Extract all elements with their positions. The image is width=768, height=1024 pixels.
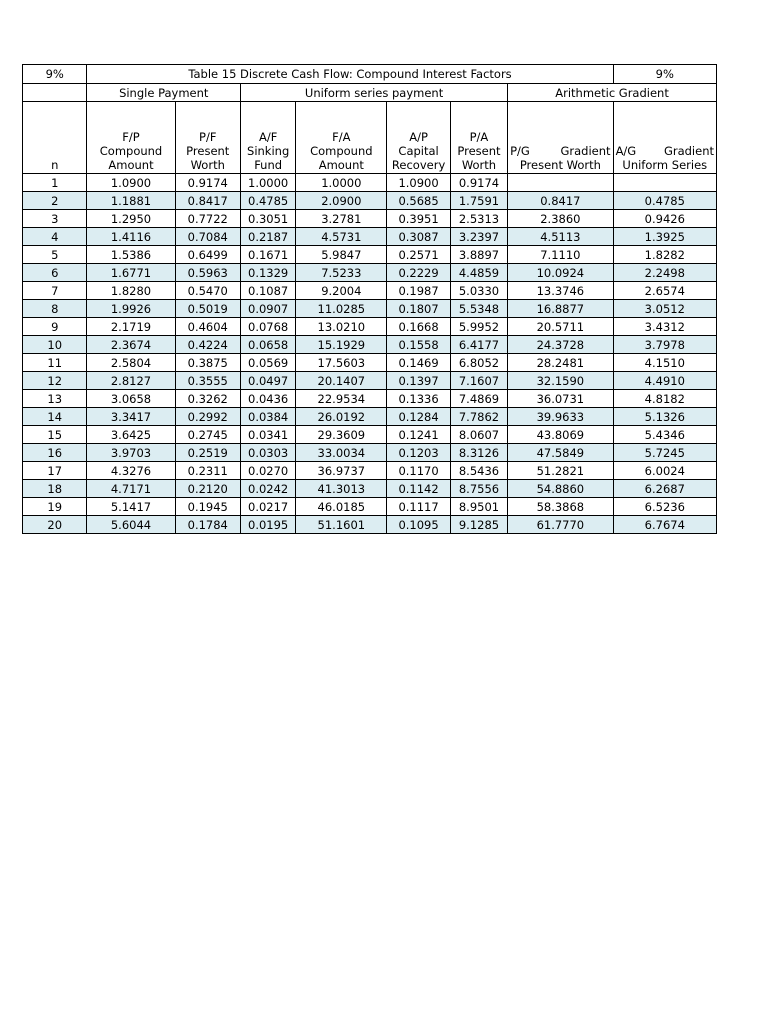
ag-cell: 4.8182 [613,390,716,408]
pf-cell: 0.8417 [175,192,241,210]
header-line: P/A [469,130,489,144]
column-header-fa [296,102,387,174]
ag-cell: 6.5236 [613,498,716,516]
af-cell: 0.2187 [241,228,296,246]
ag-cell: 5.4346 [613,426,716,444]
fp-cell: 1.0900 [87,174,175,192]
pg-cell: 0.8417 [508,192,613,210]
fa-cell: 33.0034 [296,444,387,462]
ap-cell: 0.1117 [387,498,450,516]
pa-cell: 9.1285 [450,516,507,534]
title-row [23,65,717,84]
pg-cell: 47.5849 [508,444,613,462]
pg-cell: 7.1110 [508,246,613,264]
n-cell: 19 [23,498,87,516]
af-cell: 0.0768 [241,318,296,336]
n-cell: 1 [23,174,87,192]
fa-cell: 4.5731 [296,228,387,246]
pa-cell: 8.7556 [450,480,507,498]
n-cell: 9 [23,318,87,336]
ap-cell: 0.3951 [387,210,450,228]
header-line [614,144,716,158]
header-line: Worth [461,158,497,172]
header-line: P/F [199,130,217,144]
af-cell: 0.0242 [241,480,296,498]
fp-cell: 3.9703 [87,444,175,462]
group-arithmetic-gradient: Arithmetic Gradient [508,84,717,102]
af-cell: 0.1671 [241,246,296,264]
pg-cell: 10.0924 [508,264,613,282]
n-cell: 8 [23,300,87,318]
header-line: Amount [108,158,154,172]
n-cell: 20 [23,516,87,534]
pf-cell: 0.2992 [175,408,241,426]
af-cell: 1.0000 [241,174,296,192]
column-header-row [23,102,717,174]
pg-cell: 58.3868 [508,498,613,516]
table-row [23,498,717,516]
ap-cell: 0.2571 [387,246,450,264]
fp-cell: 1.9926 [87,300,175,318]
fp-cell: 3.6425 [87,426,175,444]
pa-cell: 8.3126 [450,444,507,462]
ap-cell: 0.1807 [387,300,450,318]
header-symbol: A/G [615,144,637,158]
header-line: A/P [409,130,428,144]
ap-cell: 1.0900 [387,174,450,192]
n-cell: 11 [23,354,87,372]
fp-cell: 3.3417 [87,408,175,426]
table-row [23,300,717,318]
fa-cell: 2.0900 [296,192,387,210]
n-cell: 14 [23,408,87,426]
pg-cell: 61.7770 [508,516,613,534]
fa-cell: 7.5233 [296,264,387,282]
ag-cell: 5.1326 [613,408,716,426]
ag-cell [613,174,716,192]
ap-cell: 0.1142 [387,480,450,498]
group-header-blank [23,84,87,102]
af-cell: 0.0907 [241,300,296,318]
header-symbol: P/G [510,144,530,158]
table-row [23,336,717,354]
fp-cell: 2.8127 [87,372,175,390]
pg-cell [508,174,613,192]
table-row [23,174,717,192]
pf-cell: 0.4224 [175,336,241,354]
pa-cell: 5.9952 [450,318,507,336]
ag-cell: 3.0512 [613,300,716,318]
table-row [23,192,717,210]
fp-cell: 1.5386 [87,246,175,264]
pa-cell: 6.8052 [450,354,507,372]
table-row [23,462,717,480]
pg-cell: 28.2481 [508,354,613,372]
ag-cell: 6.2687 [613,480,716,498]
ap-cell: 0.1095 [387,516,450,534]
af-cell: 0.1087 [241,282,296,300]
pf-cell: 0.2311 [175,462,241,480]
header-line [508,144,612,158]
header-line: F/P [122,130,140,144]
pf-cell: 0.3555 [175,372,241,390]
pa-cell: 7.7862 [450,408,507,426]
ag-cell: 6.7674 [613,516,716,534]
header-line: A/F [258,130,278,144]
pg-cell: 54.8860 [508,480,613,498]
fp-cell: 1.1881 [87,192,175,210]
pa-cell: 7.1607 [450,372,507,390]
ag-cell: 4.4910 [613,372,716,390]
fa-cell: 3.2781 [296,210,387,228]
header-word: Gradient [663,144,714,158]
ag-cell: 1.3925 [613,228,716,246]
column-header-ag [613,102,716,174]
column-header-pf [175,102,241,174]
table-row [23,354,717,372]
fp-cell: 2.3674 [87,336,175,354]
pg-cell: 39.9633 [508,408,613,426]
header-line: Present [457,144,501,158]
ag-cell: 5.7245 [613,444,716,462]
pa-cell: 3.2397 [450,228,507,246]
ag-cell: 3.4312 [613,318,716,336]
pf-cell: 0.5963 [175,264,241,282]
fa-cell: 9.2004 [296,282,387,300]
af-cell: 0.0436 [241,390,296,408]
pa-cell: 6.4177 [450,336,507,354]
column-header-fp [87,102,175,174]
table-row [23,210,717,228]
table-row [23,426,717,444]
ap-cell: 0.1987 [387,282,450,300]
fp-cell: 1.2950 [87,210,175,228]
af-cell: 0.0341 [241,426,296,444]
fp-cell: 1.4116 [87,228,175,246]
pg-cell: 4.5113 [508,228,613,246]
header-line: Capital [398,144,439,158]
ag-cell: 0.9426 [613,210,716,228]
ap-cell: 0.5685 [387,192,450,210]
pf-cell: 0.1784 [175,516,241,534]
n-cell: 17 [23,462,87,480]
group-uniform-series: Uniform series payment [241,84,508,102]
header-line: Worth [190,158,225,172]
header-line: Amount [318,158,364,172]
pa-cell: 2.5313 [450,210,507,228]
n-cell: 16 [23,444,87,462]
ap-cell: 0.1469 [387,354,450,372]
n-cell: 13 [23,390,87,408]
fa-cell: 26.0192 [296,408,387,426]
fa-cell: 15.1929 [296,336,387,354]
pf-cell: 0.7084 [175,228,241,246]
pf-cell: 0.3875 [175,354,241,372]
header-line: Fund [254,158,283,172]
n-cell: 12 [23,372,87,390]
ag-cell: 4.1510 [613,354,716,372]
fa-cell: 29.3609 [296,426,387,444]
pa-cell: 4.4859 [450,264,507,282]
af-cell: 0.0658 [241,336,296,354]
ag-cell: 3.7978 [613,336,716,354]
ap-cell: 0.2229 [387,264,450,282]
pa-cell: 0.9174 [450,174,507,192]
pf-cell: 0.2519 [175,444,241,462]
pf-cell: 0.5470 [175,282,241,300]
interest-rate-right: 9% [613,65,716,84]
af-cell: 0.0569 [241,354,296,372]
pg-cell: 51.2821 [508,462,613,480]
pg-cell: 24.3728 [508,336,613,354]
table-row [23,444,717,462]
pg-cell: 32.1590 [508,372,613,390]
af-cell: 0.0270 [241,462,296,480]
pg-cell: 13.3746 [508,282,613,300]
n-cell: 4 [23,228,87,246]
header-line: Uniform Series [622,158,708,172]
ap-cell: 0.1203 [387,444,450,462]
header-line: Present Worth [519,158,601,172]
table-row [23,228,717,246]
table-row [23,264,717,282]
pf-cell: 0.2745 [175,426,241,444]
header-line: Compound [310,144,373,158]
fa-cell: 20.1407 [296,372,387,390]
ag-cell: 6.0024 [613,462,716,480]
pg-cell: 43.8069 [508,426,613,444]
pf-cell: 0.1945 [175,498,241,516]
pf-cell: 0.4604 [175,318,241,336]
ag-cell: 0.4785 [613,192,716,210]
pf-cell: 0.3262 [175,390,241,408]
pf-cell: 0.6499 [175,246,241,264]
table-title: Table 15 Discrete Cash Flow: Compound Interest Factors [87,65,613,84]
ap-cell: 0.1558 [387,336,450,354]
pg-cell: 20.5711 [508,318,613,336]
pf-cell: 0.5019 [175,300,241,318]
fp-cell: 4.3276 [87,462,175,480]
af-cell: 0.0303 [241,444,296,462]
n-cell: 6 [23,264,87,282]
column-header-pa [450,102,507,174]
fp-cell: 3.0658 [87,390,175,408]
pg-cell: 16.8877 [508,300,613,318]
table-row [23,516,717,534]
ag-cell: 1.8282 [613,246,716,264]
fa-cell: 5.9847 [296,246,387,264]
fa-cell: 1.0000 [296,174,387,192]
table-row [23,480,717,498]
n-cell: 15 [23,426,87,444]
af-cell: 0.3051 [241,210,296,228]
fa-cell: 17.5603 [296,354,387,372]
pf-cell: 0.9174 [175,174,241,192]
column-header-af [241,102,296,174]
n-cell: 3 [23,210,87,228]
interest-factors-table [22,64,717,534]
af-cell: 0.0217 [241,498,296,516]
fp-cell: 2.1719 [87,318,175,336]
af-cell: 0.4785 [241,192,296,210]
pa-cell: 7.4869 [450,390,507,408]
pa-cell: 8.5436 [450,462,507,480]
header-line: Present [186,144,230,158]
ap-cell: 0.3087 [387,228,450,246]
interest-rate-left: 9% [23,65,87,84]
fa-cell: 36.9737 [296,462,387,480]
header-line: F/A [332,130,351,144]
fa-cell: 22.9534 [296,390,387,408]
pa-cell: 3.8897 [450,246,507,264]
af-cell: 0.0497 [241,372,296,390]
pa-cell: 5.5348 [450,300,507,318]
af-cell: 0.1329 [241,264,296,282]
pa-cell: 5.0330 [450,282,507,300]
fp-cell: 1.6771 [87,264,175,282]
fp-cell: 5.1417 [87,498,175,516]
fp-cell: 5.6044 [87,516,175,534]
n-cell: 10 [23,336,87,354]
table-row [23,390,717,408]
af-cell: 0.0195 [241,516,296,534]
n-cell: 7 [23,282,87,300]
fa-cell: 46.0185 [296,498,387,516]
pg-cell: 2.3860 [508,210,613,228]
header-word: Gradient [560,144,611,158]
group-single-payment: Single Payment [87,84,241,102]
ap-cell: 0.1241 [387,426,450,444]
ap-cell: 0.1668 [387,318,450,336]
ap-cell: 0.1284 [387,408,450,426]
ap-cell: 0.1170 [387,462,450,480]
pa-cell: 8.9501 [450,498,507,516]
n-cell: 18 [23,480,87,498]
ag-cell: 2.2498 [613,264,716,282]
ap-cell: 0.1336 [387,390,450,408]
fp-cell: 2.5804 [87,354,175,372]
table-row [23,246,717,264]
column-header-n: n [23,102,87,174]
fa-cell: 41.3013 [296,480,387,498]
n-cell: 5 [23,246,87,264]
fp-cell: 1.8280 [87,282,175,300]
header-line: Sinking [247,144,290,158]
table-row [23,372,717,390]
table-row [23,408,717,426]
table-row [23,282,717,300]
pg-cell: 36.0731 [508,390,613,408]
column-header-ap [387,102,450,174]
af-cell: 0.0384 [241,408,296,426]
pf-cell: 0.2120 [175,480,241,498]
ag-cell: 2.6574 [613,282,716,300]
fp-cell: 4.7171 [87,480,175,498]
ap-cell: 0.1397 [387,372,450,390]
header-line: Compound [99,144,163,158]
column-header-pg [508,102,613,174]
pa-cell: 1.7591 [450,192,507,210]
pa-cell: 8.0607 [450,426,507,444]
fa-cell: 51.1601 [296,516,387,534]
group-header-row [23,84,717,102]
fa-cell: 11.0285 [296,300,387,318]
pf-cell: 0.7722 [175,210,241,228]
n-cell: 2 [23,192,87,210]
header-line: Recovery [391,158,446,172]
fa-cell: 13.0210 [296,318,387,336]
table-row [23,318,717,336]
